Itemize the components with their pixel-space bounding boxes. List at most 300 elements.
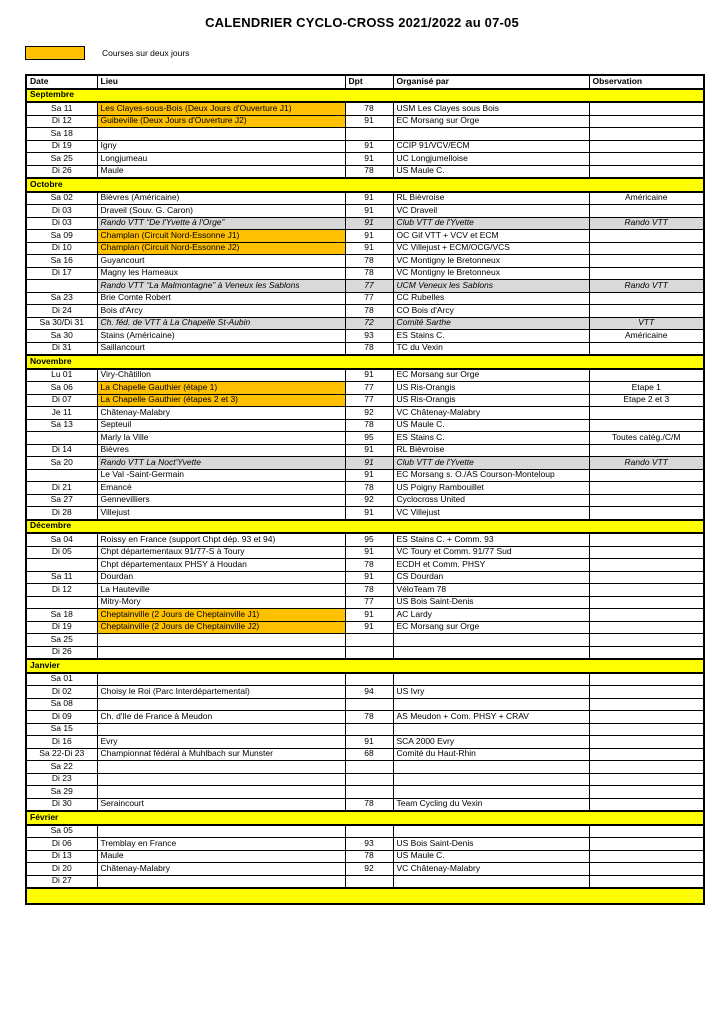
observation-cell bbox=[589, 621, 704, 634]
organise-cell bbox=[393, 673, 589, 686]
table-row bbox=[26, 128, 704, 141]
organise-cell: RL Bièvroise bbox=[393, 444, 589, 457]
table-row bbox=[26, 255, 704, 268]
organise-cell: CO Bois d'Arcy bbox=[393, 305, 589, 318]
date-cell: Sa 15 bbox=[26, 723, 97, 736]
organise-cell: OC Gif VTT + VCV et ECM bbox=[393, 230, 589, 243]
date-cell: Sa 27 bbox=[26, 494, 97, 507]
date-cell: Sa 09 bbox=[26, 230, 97, 243]
observation-cell bbox=[589, 863, 704, 876]
dpt-cell: 78 bbox=[345, 850, 393, 863]
date-cell: Lu 01 bbox=[26, 369, 97, 382]
observation-cell bbox=[589, 584, 704, 597]
organise-cell: VC Montigny le Bretonneux bbox=[393, 267, 589, 280]
dpt-cell: 91 bbox=[345, 217, 393, 230]
calendar-table bbox=[25, 74, 705, 905]
dpt-cell: 95 bbox=[345, 432, 393, 445]
table-row bbox=[26, 382, 704, 395]
date-cell: Sa 22 bbox=[26, 761, 97, 774]
date-cell: Di 16 bbox=[26, 736, 97, 749]
dpt-cell: 91 bbox=[345, 444, 393, 457]
date-cell: Di 21 bbox=[26, 482, 97, 495]
observation-cell bbox=[589, 267, 704, 280]
table-row bbox=[26, 571, 704, 584]
date-cell: Sa 01 bbox=[26, 673, 97, 686]
dpt-cell: 91 bbox=[345, 140, 393, 153]
column-header-lieu: Lieu bbox=[97, 75, 345, 89]
lieu-cell: Chpt départementaux PHSY à Houdan bbox=[97, 559, 345, 572]
lieu-cell bbox=[97, 698, 345, 711]
organise-cell: UC Longjumelloise bbox=[393, 153, 589, 166]
organise-cell: UCM Veneux les Sablons bbox=[393, 280, 589, 293]
lieu-cell: Evry bbox=[97, 736, 345, 749]
lieu-cell: La Chapelle Gauthier (étapes 2 et 3) bbox=[97, 394, 345, 407]
lieu-cell: Marly la Ville bbox=[97, 432, 345, 445]
table-row bbox=[26, 205, 704, 218]
dpt-cell: 94 bbox=[345, 686, 393, 699]
table-row bbox=[26, 711, 704, 724]
dpt-cell: 77 bbox=[345, 394, 393, 407]
lieu-cell: Magny les Hameaux bbox=[97, 267, 345, 280]
table-row bbox=[26, 407, 704, 420]
observation-cell bbox=[589, 342, 704, 355]
legend-swatch-two-day-courses bbox=[25, 46, 85, 60]
date-cell: Sa 18 bbox=[26, 128, 97, 141]
lieu-cell: Guyancourt bbox=[97, 255, 345, 268]
table-row bbox=[26, 736, 704, 749]
month-row bbox=[26, 178, 704, 192]
observation-cell bbox=[589, 494, 704, 507]
month-label: Novembre bbox=[26, 355, 704, 369]
month-label: Janvier bbox=[26, 659, 704, 673]
organise-cell: AC Lardy bbox=[393, 609, 589, 622]
dpt-cell: 91 bbox=[345, 621, 393, 634]
observation-cell: Etape 2 et 3 bbox=[589, 394, 704, 407]
observation-cell bbox=[589, 850, 704, 863]
lieu-cell: Ch. féd. de VTT à La Chapelle St-Aubin bbox=[97, 317, 345, 330]
lieu-cell: Bièvres (Américaine) bbox=[97, 192, 345, 205]
lieu-cell: Gennevilliers bbox=[97, 494, 345, 507]
legend-label: Courses sur deux jours bbox=[102, 48, 190, 58]
observation-cell bbox=[589, 292, 704, 305]
date-cell: Di 03 bbox=[26, 217, 97, 230]
date-cell: Di 26 bbox=[26, 165, 97, 178]
dpt-cell: 91 bbox=[345, 609, 393, 622]
dpt-cell bbox=[345, 786, 393, 799]
table-row bbox=[26, 102, 704, 115]
lieu-cell: Rando VTT “La Malmontagne” à Veneux les Sablons bbox=[97, 280, 345, 293]
month-row bbox=[26, 659, 704, 673]
lieu-cell: Cheptainville (2 Jours de Cheptainville J2) bbox=[97, 621, 345, 634]
organise-cell: Club VTT de l'Yvette bbox=[393, 457, 589, 470]
organise-cell bbox=[393, 128, 589, 141]
table-row bbox=[26, 646, 704, 659]
lieu-cell: Tremblay en France bbox=[97, 838, 345, 851]
lieu-cell: Emancé bbox=[97, 482, 345, 495]
organise-cell: US Poigny Rambouillet bbox=[393, 482, 589, 495]
dpt-cell: 92 bbox=[345, 407, 393, 420]
organise-cell bbox=[393, 773, 589, 786]
dpt-cell bbox=[345, 128, 393, 141]
dpt-cell: 91 bbox=[345, 469, 393, 482]
organise-cell: RL Bièvroise bbox=[393, 192, 589, 205]
table-row bbox=[26, 748, 704, 761]
date-cell: Di 24 bbox=[26, 305, 97, 318]
date-cell bbox=[26, 469, 97, 482]
table-row bbox=[26, 292, 704, 305]
dpt-cell: 68 bbox=[345, 748, 393, 761]
dpt-cell: 78 bbox=[345, 559, 393, 572]
table-row bbox=[26, 305, 704, 318]
table-row bbox=[26, 115, 704, 128]
lieu-cell bbox=[97, 786, 345, 799]
lieu-cell bbox=[97, 761, 345, 774]
lieu-cell: Les Clayes-sous-Bois (Deux Jours d'Ouverture J1) bbox=[97, 102, 345, 115]
lieu-cell: Septeuil bbox=[97, 419, 345, 432]
table-row bbox=[26, 546, 704, 559]
organise-cell: US Maule C. bbox=[393, 419, 589, 432]
dpt-cell: 78 bbox=[345, 102, 393, 115]
dpt-cell: 77 bbox=[345, 280, 393, 293]
organise-cell bbox=[393, 646, 589, 659]
lieu-cell: Châtenay-Malabry bbox=[97, 407, 345, 420]
lieu-cell: Brie Comte Robert bbox=[97, 292, 345, 305]
observation-cell: Américaine bbox=[589, 330, 704, 343]
table-row bbox=[26, 444, 704, 457]
date-cell: Di 10 bbox=[26, 242, 97, 255]
month-label: Décembre bbox=[26, 520, 704, 534]
date-cell: Di 09 bbox=[26, 711, 97, 724]
organise-cell: EC Morsang sur Orge bbox=[393, 115, 589, 128]
observation-cell bbox=[589, 609, 704, 622]
table-row bbox=[26, 317, 704, 330]
organise-cell: US Bois Saint-Denis bbox=[393, 596, 589, 609]
table-row bbox=[26, 698, 704, 711]
organise-cell: VC Châtenay-Malabry bbox=[393, 863, 589, 876]
table-row bbox=[26, 280, 704, 293]
date-cell: Sa 16 bbox=[26, 255, 97, 268]
organise-cell bbox=[393, 761, 589, 774]
table-row bbox=[26, 457, 704, 470]
table-row bbox=[26, 596, 704, 609]
date-cell: Di 30 bbox=[26, 798, 97, 811]
organise-cell bbox=[393, 698, 589, 711]
observation-cell: Etape 1 bbox=[589, 382, 704, 395]
column-header-date: Date bbox=[26, 75, 97, 89]
organise-cell bbox=[393, 825, 589, 838]
organise-cell: VC Toury et Comm. 91/77 Sud bbox=[393, 546, 589, 559]
observation-cell bbox=[589, 838, 704, 851]
date-cell: Di 12 bbox=[26, 584, 97, 597]
table-row bbox=[26, 798, 704, 811]
organise-cell bbox=[393, 634, 589, 647]
date-cell: Sa 29 bbox=[26, 786, 97, 799]
table-row bbox=[26, 761, 704, 774]
table-row bbox=[26, 140, 704, 153]
table-row bbox=[26, 863, 704, 876]
lieu-cell bbox=[97, 673, 345, 686]
lieu-cell: Ch. d'Ile de France à Meudon bbox=[97, 711, 345, 724]
lieu-cell: Guibeville (Deux Jours d'Ouverture J2) bbox=[97, 115, 345, 128]
table-row bbox=[26, 330, 704, 343]
table-row bbox=[26, 192, 704, 205]
observation-cell bbox=[589, 140, 704, 153]
date-cell: Di 31 bbox=[26, 342, 97, 355]
date-cell: Di 27 bbox=[26, 875, 97, 888]
month-label: Septembre bbox=[26, 89, 704, 103]
table-row bbox=[26, 165, 704, 178]
observation-cell: Rando VTT bbox=[589, 217, 704, 230]
dpt-cell: 91 bbox=[345, 369, 393, 382]
dpt-cell bbox=[345, 646, 393, 659]
dpt-cell: 91 bbox=[345, 571, 393, 584]
dpt-cell bbox=[345, 875, 393, 888]
organise-cell: US Maule C. bbox=[393, 850, 589, 863]
table-row bbox=[26, 786, 704, 799]
dpt-cell: 78 bbox=[345, 584, 393, 597]
observation-cell bbox=[589, 698, 704, 711]
dpt-cell bbox=[345, 825, 393, 838]
observation-cell bbox=[589, 507, 704, 520]
organise-cell: ECDH et Comm. PHSY bbox=[393, 559, 589, 572]
observation-cell bbox=[589, 711, 704, 724]
observation-cell bbox=[589, 407, 704, 420]
lieu-cell: Championnat fédéral à Muhlbach sur Munster bbox=[97, 748, 345, 761]
lieu-cell bbox=[97, 128, 345, 141]
observation-cell: Toutes catég./C/M bbox=[589, 432, 704, 445]
month-row bbox=[26, 811, 704, 825]
month-row bbox=[26, 89, 704, 103]
lieu-cell: Mitry-Mory bbox=[97, 596, 345, 609]
lieu-cell: Saillancourt bbox=[97, 342, 345, 355]
table-row bbox=[26, 773, 704, 786]
date-cell: Sa 13 bbox=[26, 419, 97, 432]
observation-cell bbox=[589, 305, 704, 318]
observation-cell: Rando VTT bbox=[589, 280, 704, 293]
lieu-cell bbox=[97, 875, 345, 888]
dpt-cell: 72 bbox=[345, 317, 393, 330]
dpt-cell: 77 bbox=[345, 292, 393, 305]
table-row bbox=[26, 838, 704, 851]
dpt-cell: 78 bbox=[345, 342, 393, 355]
organise-cell: VéloTeam 78 bbox=[393, 584, 589, 597]
observation-cell bbox=[589, 165, 704, 178]
lieu-cell: Bièvres bbox=[97, 444, 345, 457]
organise-cell: EC Morsang s. O./AS Courson-Monteloup bbox=[393, 469, 589, 482]
table-row bbox=[26, 673, 704, 686]
organise-cell: Club VTT de l'Yvette bbox=[393, 217, 589, 230]
date-cell: Sa 30 bbox=[26, 330, 97, 343]
date-cell: Sa 05 bbox=[26, 825, 97, 838]
date-cell: Di 26 bbox=[26, 646, 97, 659]
date-cell: Di 14 bbox=[26, 444, 97, 457]
dpt-cell bbox=[345, 761, 393, 774]
lieu-cell: Maule bbox=[97, 165, 345, 178]
lieu-cell: Cheptainville (2 Jours de Cheptainville J1) bbox=[97, 609, 345, 622]
table-row bbox=[26, 482, 704, 495]
observation-cell bbox=[589, 875, 704, 888]
observation-cell bbox=[589, 469, 704, 482]
lieu-cell: Seraincourt bbox=[97, 798, 345, 811]
organise-cell: CC Rubelles bbox=[393, 292, 589, 305]
date-cell: Sa 18 bbox=[26, 609, 97, 622]
organise-cell: ES Stains C. bbox=[393, 330, 589, 343]
observation-cell bbox=[589, 128, 704, 141]
dpt-cell: 93 bbox=[345, 838, 393, 851]
observation-cell bbox=[589, 773, 704, 786]
observation-cell bbox=[589, 596, 704, 609]
dpt-cell bbox=[345, 634, 393, 647]
observation-cell bbox=[589, 673, 704, 686]
organise-cell: Team Cycling du Vexin bbox=[393, 798, 589, 811]
observation-cell bbox=[589, 255, 704, 268]
table-row bbox=[26, 634, 704, 647]
date-cell: Sa 23 bbox=[26, 292, 97, 305]
date-cell: Sa 08 bbox=[26, 698, 97, 711]
table-row bbox=[26, 621, 704, 634]
month-row bbox=[26, 520, 704, 534]
lieu-cell: Viry-Châtillon bbox=[97, 369, 345, 382]
observation-cell bbox=[589, 153, 704, 166]
observation-cell bbox=[589, 115, 704, 128]
dpt-cell: 91 bbox=[345, 115, 393, 128]
organise-cell: EC Morsang sur Orge bbox=[393, 369, 589, 382]
table-row bbox=[26, 394, 704, 407]
organise-cell: VC Villejust bbox=[393, 507, 589, 520]
date-cell: Di 12 bbox=[26, 115, 97, 128]
table-row bbox=[26, 153, 704, 166]
date-cell: Di 03 bbox=[26, 205, 97, 218]
dpt-cell: 78 bbox=[345, 798, 393, 811]
organise-cell: USM Les Clayes sous Bois bbox=[393, 102, 589, 115]
dpt-cell: 91 bbox=[345, 153, 393, 166]
date-cell: Sa 11 bbox=[26, 571, 97, 584]
organise-cell: US Maule C. bbox=[393, 165, 589, 178]
lieu-cell bbox=[97, 773, 345, 786]
organise-cell: AS Meudon + Com. PHSY + CRAV bbox=[393, 711, 589, 724]
lieu-cell: Rando VTT La Noct'Yvette bbox=[97, 457, 345, 470]
date-cell: Di 06 bbox=[26, 838, 97, 851]
lieu-cell bbox=[97, 646, 345, 659]
date-cell: Sa 20 bbox=[26, 457, 97, 470]
observation-cell bbox=[589, 205, 704, 218]
organise-cell bbox=[393, 786, 589, 799]
table-row bbox=[26, 723, 704, 736]
column-header-organise-par: Organisé par bbox=[393, 75, 589, 89]
lieu-cell: Champlan (Circuit Nord-Essonne J2) bbox=[97, 242, 345, 255]
observation-cell bbox=[589, 798, 704, 811]
organise-cell: VC Villejust + ECM/OCG/VCS bbox=[393, 242, 589, 255]
organise-cell: Comité Sarthe bbox=[393, 317, 589, 330]
date-cell: Sa 04 bbox=[26, 533, 97, 546]
organise-cell: US Ris-Orangis bbox=[393, 394, 589, 407]
observation-cell bbox=[589, 571, 704, 584]
date-cell bbox=[26, 432, 97, 445]
lieu-cell: Champlan (Circuit Nord-Essonne J1) bbox=[97, 230, 345, 243]
page-title: CALENDRIER CYCLO-CROSS 2021/2022 au 07-05 bbox=[205, 15, 519, 30]
dpt-cell: 91 bbox=[345, 546, 393, 559]
date-cell: Sa 22-Di 23 bbox=[26, 748, 97, 761]
observation-cell bbox=[589, 646, 704, 659]
organise-cell bbox=[393, 723, 589, 736]
organise-cell: US Ivry bbox=[393, 686, 589, 699]
lieu-cell: Villejust bbox=[97, 507, 345, 520]
dpt-cell: 78 bbox=[345, 165, 393, 178]
table-row bbox=[26, 584, 704, 597]
date-cell: Di 02 bbox=[26, 686, 97, 699]
column-header-observation: Observation bbox=[589, 75, 704, 89]
date-cell: Je 11 bbox=[26, 407, 97, 420]
organise-cell: ES Stains C. bbox=[393, 432, 589, 445]
observation-cell bbox=[589, 444, 704, 457]
table-row bbox=[26, 267, 704, 280]
column-header-dpt: Dpt bbox=[345, 75, 393, 89]
dpt-cell: 77 bbox=[345, 382, 393, 395]
observation-cell: VTT bbox=[589, 317, 704, 330]
organise-cell: US Ris-Orangis bbox=[393, 382, 589, 395]
observation-cell bbox=[589, 686, 704, 699]
observation-cell bbox=[589, 559, 704, 572]
lieu-cell bbox=[97, 825, 345, 838]
date-cell: Sa 25 bbox=[26, 153, 97, 166]
table-row bbox=[26, 875, 704, 888]
date-cell: Di 17 bbox=[26, 267, 97, 280]
organise-cell: TC du Vexin bbox=[393, 342, 589, 355]
lieu-cell: Le Val -Saint-Germain bbox=[97, 469, 345, 482]
dpt-cell: 91 bbox=[345, 205, 393, 218]
dpt-cell: 92 bbox=[345, 494, 393, 507]
date-cell: Sa 06 bbox=[26, 382, 97, 395]
dpt-cell bbox=[345, 673, 393, 686]
dpt-cell: 78 bbox=[345, 255, 393, 268]
dpt-cell: 91 bbox=[345, 457, 393, 470]
observation-cell bbox=[589, 634, 704, 647]
table-row bbox=[26, 533, 704, 546]
organise-cell: SCA 2000 Evry bbox=[393, 736, 589, 749]
dpt-cell bbox=[345, 773, 393, 786]
lieu-cell: Chpt départementaux 91/77-S à Toury bbox=[97, 546, 345, 559]
lieu-cell: Bois d'Arcy bbox=[97, 305, 345, 318]
dpt-cell: 78 bbox=[345, 419, 393, 432]
date-cell bbox=[26, 596, 97, 609]
dpt-cell: 92 bbox=[345, 863, 393, 876]
date-cell: Di 19 bbox=[26, 140, 97, 153]
observation-cell bbox=[589, 825, 704, 838]
dpt-cell: 91 bbox=[345, 192, 393, 205]
lieu-cell: La Hauteville bbox=[97, 584, 345, 597]
lieu-cell: Maule bbox=[97, 850, 345, 863]
date-cell bbox=[26, 559, 97, 572]
header-row bbox=[26, 75, 704, 89]
observation-cell bbox=[589, 533, 704, 546]
organise-cell: Cyclocross United bbox=[393, 494, 589, 507]
organise-cell: US Bois Saint-Denis bbox=[393, 838, 589, 851]
lieu-cell: Choisy le Roi (Parc Interdépartemental) bbox=[97, 686, 345, 699]
month-label: Février bbox=[26, 811, 704, 825]
date-cell: Di 07 bbox=[26, 394, 97, 407]
date-cell: Di 23 bbox=[26, 773, 97, 786]
date-cell: Di 28 bbox=[26, 507, 97, 520]
organise-cell bbox=[393, 875, 589, 888]
dpt-cell: 78 bbox=[345, 267, 393, 280]
observation-cell bbox=[589, 369, 704, 382]
spacer-cell bbox=[26, 888, 704, 904]
date-cell: Sa 02 bbox=[26, 192, 97, 205]
table-row bbox=[26, 507, 704, 520]
table-row bbox=[26, 850, 704, 863]
date-cell bbox=[26, 280, 97, 293]
dpt-cell: 78 bbox=[345, 482, 393, 495]
